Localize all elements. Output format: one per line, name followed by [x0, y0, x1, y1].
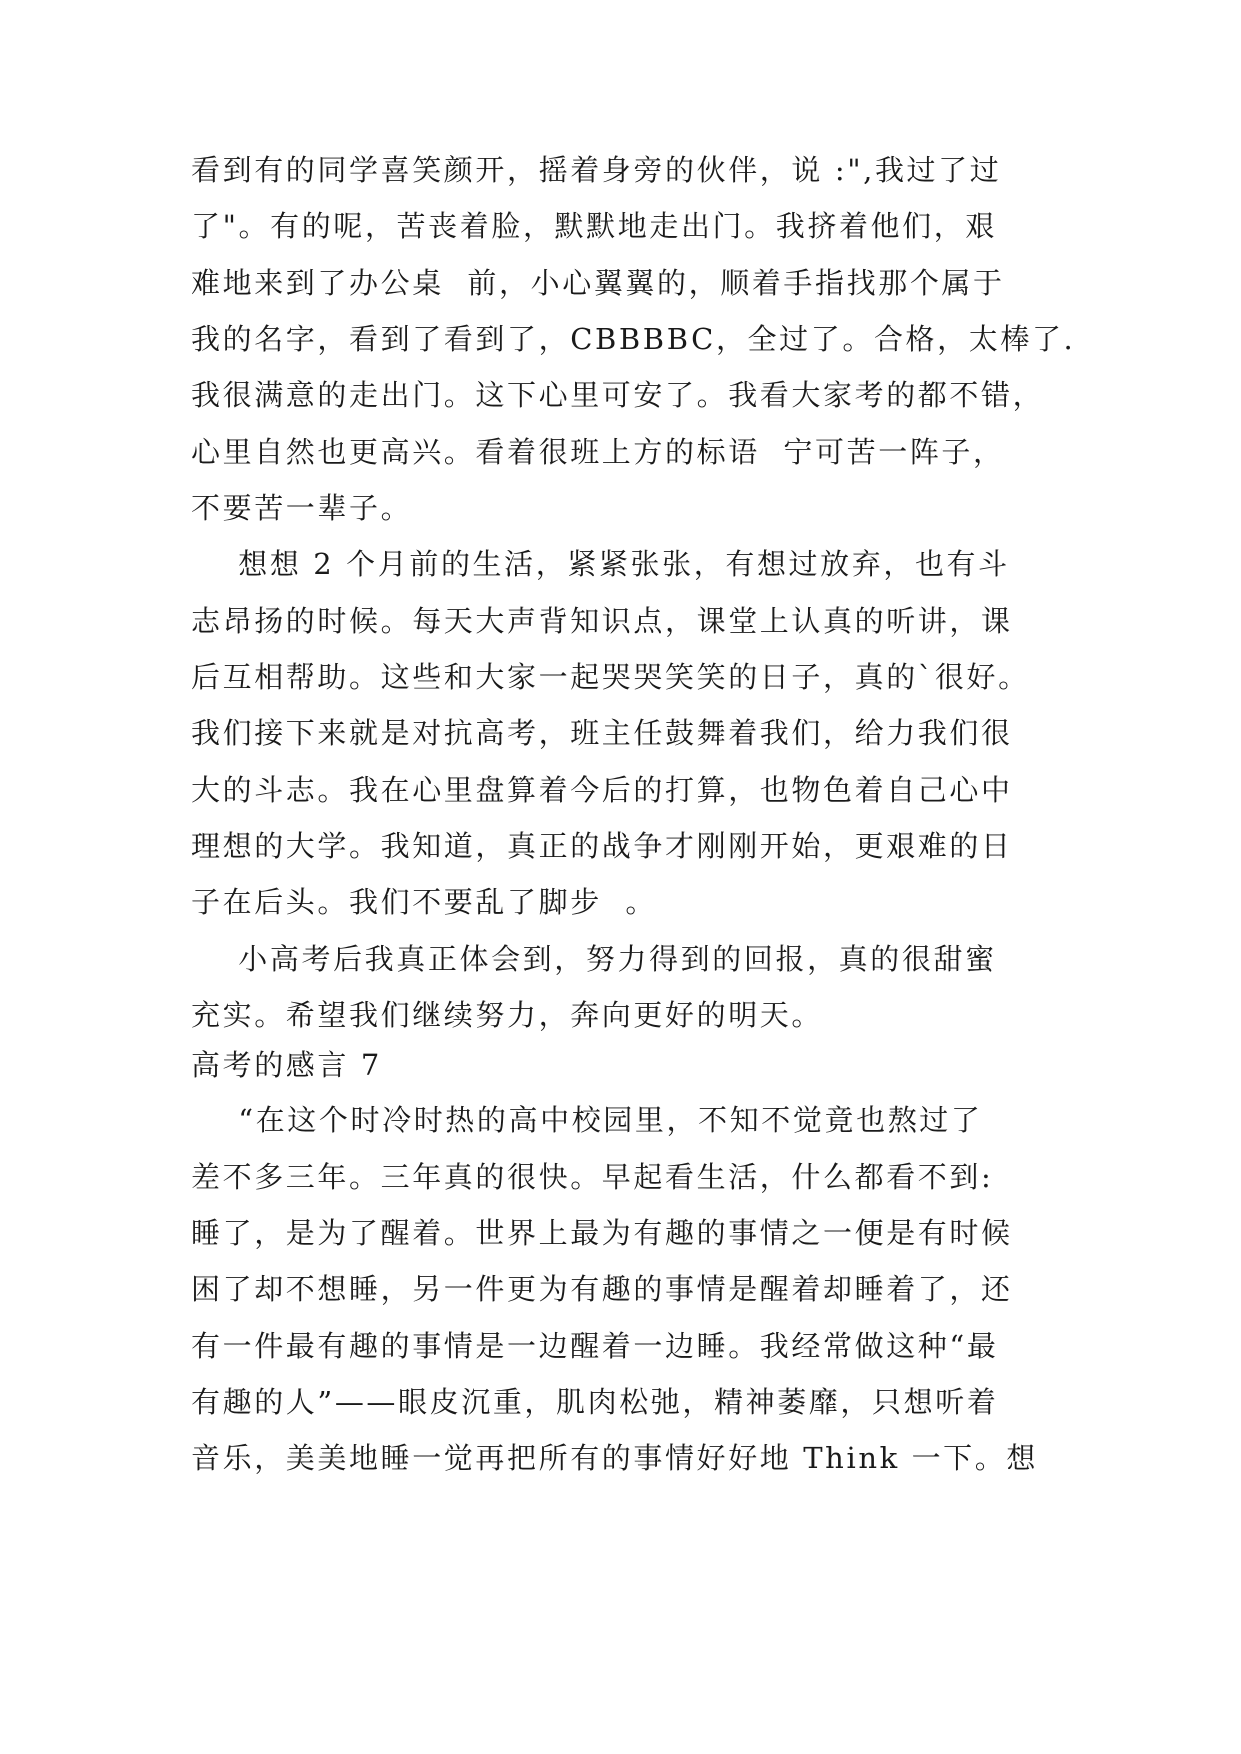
text-line: 小高考后我真正体会到，努力得到的回报，真的很甜蜜 — [191, 942, 997, 976]
text-line: “在这个时冷时热的高中校园里，不知不觉竟也熬过了 — [191, 1103, 983, 1137]
text-line: 看到有的同学喜笑颜开，摇着身旁的伙伴，说 :",我过了过 — [191, 153, 1002, 187]
text-line: 理想的大学。我知道，真正的战争才刚刚开始，更艰难的日 — [191, 829, 1013, 863]
text-line: 我们接下来就是对抗高考，班主任鼓舞着我们，给力我们很 — [191, 716, 1013, 750]
text-line: 有一件最有趣的事情是一边醒着一边睡。我经常做这种“最 — [191, 1329, 999, 1363]
text-line: 大的斗志。我在心里盘算着今后的打算，也物色着自己心中 — [191, 773, 1013, 807]
text-line: 充实。希望我们继续努力，奔向更好的明天。 — [191, 998, 824, 1032]
text-line: 差不多三年。三年真的很快。早起看生活，什么都看不到: — [191, 1160, 994, 1194]
text-line: 子在后头。我们不要乱了脚步 。 — [191, 885, 658, 919]
text-line: 睡了，是为了醒着。世界上最为有趣的事情之一便是有时候 — [191, 1216, 1013, 1250]
text-line: 难地来到了办公桌 前，小心翼翼的，顺着手指找那个属于 — [191, 266, 1005, 300]
text-line: 我的名字，看到了看到了，CBBBBC，全过了。合格，太棒了. — [191, 322, 1076, 356]
text-line: 有趣的人”——眼皮沉重，肌肉松弛，精神萎靡，只想听着 — [191, 1385, 999, 1419]
text-line: 不要苦一辈子。 — [191, 491, 413, 525]
text-line: 音乐，美美地睡一觉再把所有的事情好好地 Think 一下。想 — [191, 1441, 1038, 1475]
text-line: 困了却不想睡，另一件更为有趣的事情是醒着却睡着了，还 — [191, 1272, 1013, 1306]
text-line: 后互相帮助。这些和大家一起哭哭笑笑的日子，真的`很好。 — [191, 660, 1030, 694]
text-line: 我很满意的走出门。这下心里可安了。我看大家考的都不错， — [191, 378, 1045, 412]
text-line: 了"。有的呢，苦丧着脸，默默地走出门。我挤着他们，艰 — [191, 209, 997, 243]
section-heading: 高考的感言 7 — [191, 1048, 382, 1082]
text-line: 想想 2 个月前的生活，紧紧张张，有想过放弃，也有斗 — [191, 547, 1010, 581]
text-line: 志昂扬的时候。每天大声背知识点，课堂上认真的听讲，课 — [191, 604, 1013, 638]
text-line: 心里自然也更高兴。看着很班上方的标语 宁可苦一阵子， — [191, 435, 1005, 469]
